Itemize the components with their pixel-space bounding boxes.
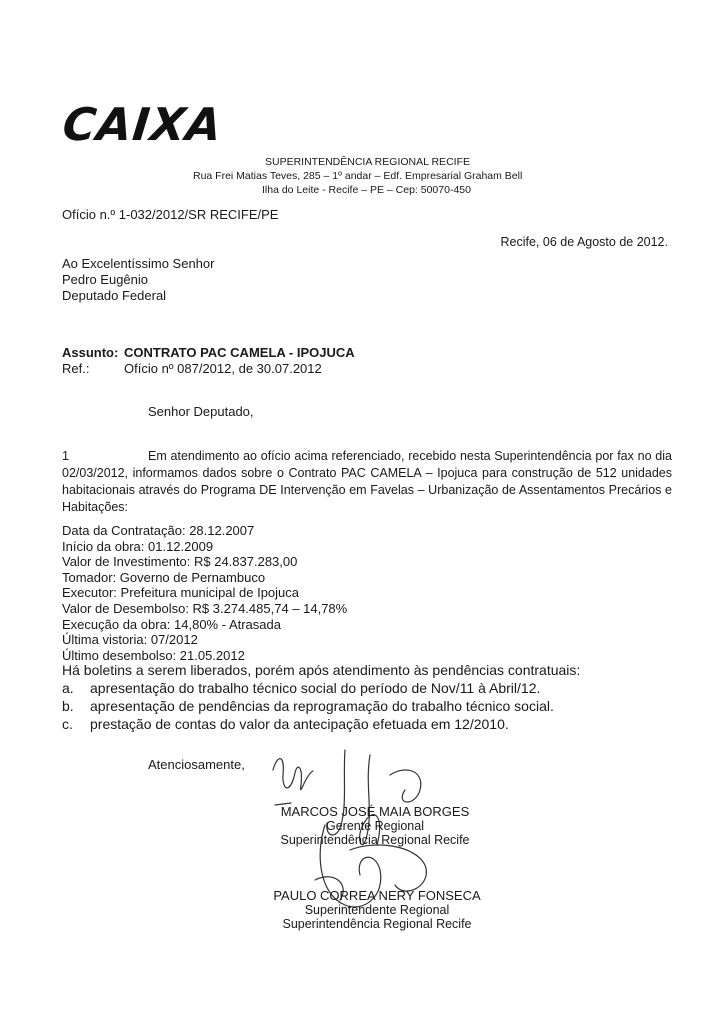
pending-item-text: apresentação de pendências da reprogramação do trabalho técnico social. <box>90 698 554 714</box>
pending-section <box>62 661 580 733</box>
subject-text: CONTRATO PAC CAMELA - IPOJUCA <box>124 345 355 360</box>
paragraph-text: Em atendimento ao ofício acima referenciado, recebido nesta Superintendência por fax no dia 02/03/2012, informamos dados sobre o Contrato PAC CAMELA – Ipojuca para construção de 512 unidades habitacionais através do Programa DE Intervenção em Favelas – Urbanização de Assentamentos Precários e Habitações: <box>62 449 672 514</box>
detail-line: Executor: Prefeitura municipal de Ipojuca <box>62 585 300 601</box>
oficio-number: Ofício n.º 1-032/2012/SR RECIFE/PE <box>62 207 279 222</box>
body-paragraph <box>62 448 672 516</box>
detail-line: Tomador: Governo de Pernambuco <box>62 569 266 585</box>
contract-details <box>62 523 347 663</box>
signatory-2-unit: Superintendência Regional Recife <box>282 917 472 931</box>
detail-line: Última vistoria: 07/2012 <box>62 632 198 648</box>
letterhead-address-line2: Ilha do Leite - Recife – PE – Cep: 50070-450 <box>262 184 471 196</box>
pending-item-mark: b. <box>62 698 74 714</box>
salutation: Senhor Deputado, <box>148 404 254 419</box>
recipient-line1: Ao Excelentíssimo Senhor <box>62 256 215 271</box>
signatory-2 <box>262 888 492 931</box>
place-date: Recife, 06 de Agosto de 2012. <box>500 235 668 249</box>
signatory-2-title: Superintendente Regional <box>304 903 450 917</box>
recipient-name: Pedro Eugênio <box>62 272 149 287</box>
detail-line: Valor de Desembolso: R$ 3.274.485,74 – 14,78% <box>62 600 348 616</box>
recipient-title: Deputado Federal <box>62 288 167 303</box>
pending-intro: Há boletins a serem liberados, porém após atendimento às pendências contratuais: <box>62 662 581 678</box>
signatory-1-unit: Superintendência Regional Recife <box>280 833 470 847</box>
signatory-1-title: Gerente Regional <box>326 819 424 833</box>
detail-line: Último desembolso: 21.05.2012 <box>62 647 245 663</box>
closing: Atenciosamente, <box>148 757 245 772</box>
detail-line: Valor de Investimento: R$ 24.837.283,00 <box>62 554 298 570</box>
paragraph-number: 1 <box>62 449 69 463</box>
ref-text: Ofício nº 087/2012, de 30.07.2012 <box>124 361 322 376</box>
pending-item <box>62 697 580 715</box>
pending-item-mark: a. <box>62 680 74 696</box>
caixa-logo: CAIXA <box>60 98 225 151</box>
detail-line: Data da Contratação: 28.12.2007 <box>62 523 255 538</box>
letterhead-address-line1: Rua Frei Matias Teves, 285 – 1º andar – Edf. Empresarial Graham Bell <box>193 170 523 182</box>
pending-item <box>62 679 580 697</box>
pending-item-text: apresentação do trabalho técnico social do período de Nov/11 à Abril/12. <box>90 680 541 696</box>
detail-line: Execução da obra: 14,80% - Atrasada <box>62 616 281 632</box>
pending-item-text: prestação de contas do valor da antecipação efetuada em 12/2010. <box>90 716 509 732</box>
pending-item <box>62 715 580 733</box>
letterhead-org: SUPERINTENDÊNCIA REGIONAL RECIFE <box>265 156 470 168</box>
signatory-1-name: MARCOS JOSÉ MAIA BORGES <box>280 804 470 819</box>
signatory-2-name: PAULO CORREA NERY FONSECA <box>273 888 481 903</box>
signatory-1 <box>270 804 480 847</box>
subject-label: Assunto: <box>62 345 119 360</box>
pending-item-mark: c. <box>62 716 73 732</box>
ref-label: Ref.: <box>62 361 90 376</box>
detail-line: Início da obra: 01.12.2009 <box>62 538 214 554</box>
